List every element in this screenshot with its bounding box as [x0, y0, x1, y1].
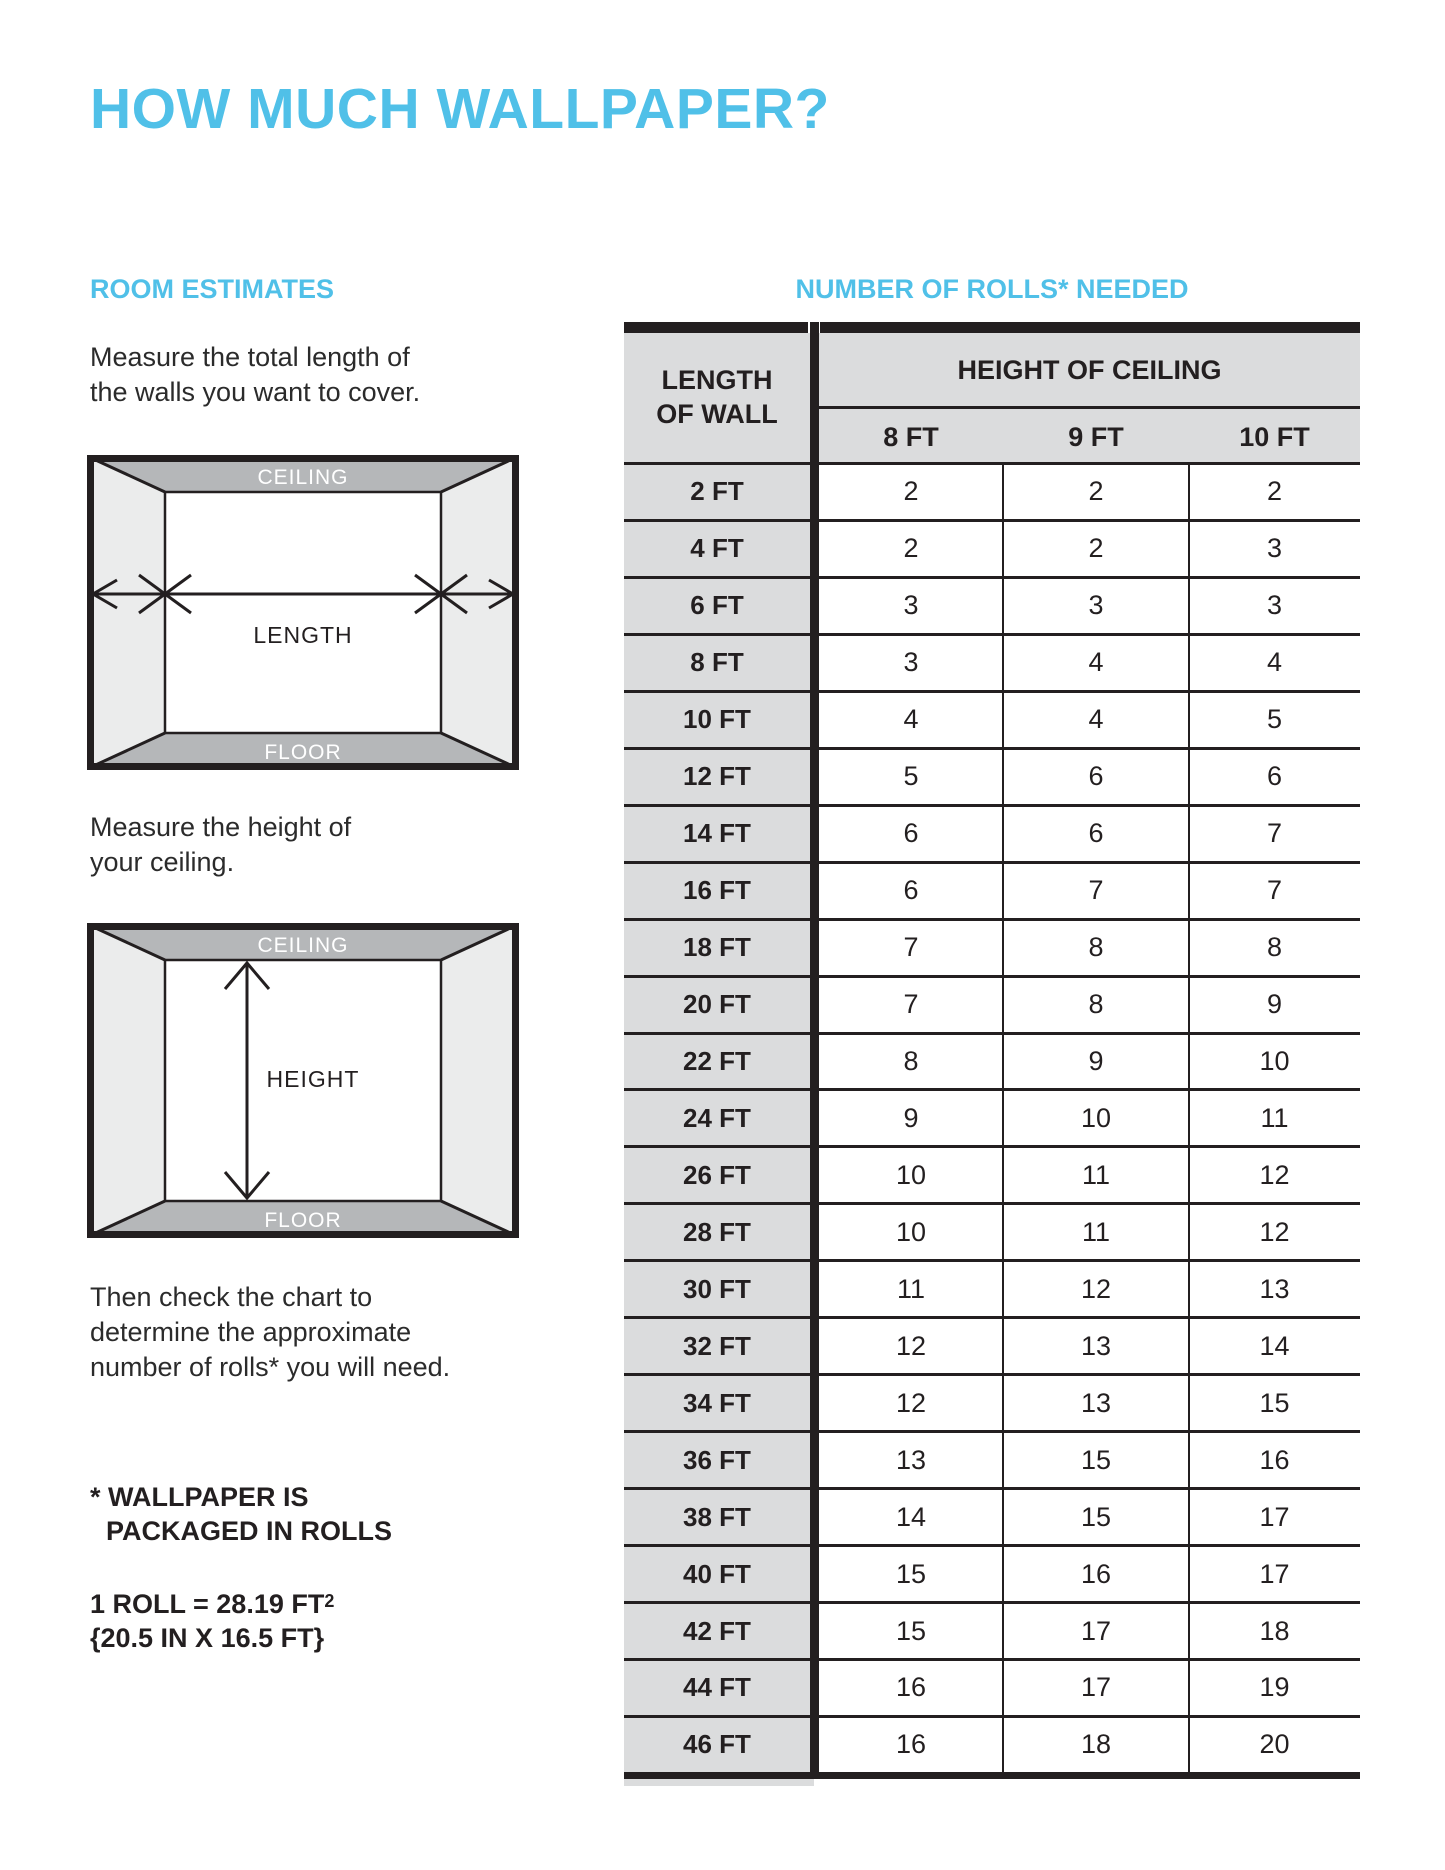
rolls-8ft-cell: 6: [903, 818, 919, 849]
rolls-9ft-cell: 6: [1088, 761, 1104, 792]
wall-length-cell: 34 FT: [683, 1387, 751, 1418]
instruction-height-line2: your ceiling.: [90, 847, 235, 877]
height-label: HEIGHT: [266, 1066, 360, 1092]
rolls-8ft-cell: 7: [903, 989, 919, 1020]
column-header-10ft: 10 FT: [1239, 422, 1310, 452]
wall-length-cell: 2 FT: [690, 476, 744, 507]
wall-length-cell: 38 FT: [683, 1501, 751, 1532]
instruction-height: [90, 810, 351, 880]
rolls-9ft-cell: 15: [1080, 1444, 1112, 1475]
rolls-9ft-cell: 16: [1080, 1558, 1112, 1589]
instruction-length-line1: Measure the total length of: [90, 342, 410, 372]
rolls-9ft-cell: 2: [1088, 476, 1104, 507]
rolls-8ft-cell: 4: [903, 704, 919, 735]
rolls-8ft-cell: 12: [895, 1387, 927, 1418]
height-room-diagram: [87, 923, 519, 1238]
wall-length-cell: 44 FT: [683, 1672, 751, 1703]
rolls-10ft-cell: 13: [1259, 1273, 1290, 1304]
rolls-8ft-cell: 9: [903, 1102, 919, 1133]
room2-right-wall-face: [441, 925, 517, 1236]
instruction-chart-line2: determine the approximate: [90, 1317, 412, 1347]
rolls-10ft-cell: 17: [1259, 1558, 1290, 1589]
instruction-chart-line1: Then check the chart to: [90, 1282, 373, 1312]
wall-length-cell: 22 FT: [683, 1046, 751, 1076]
rolls-8ft-cell: 6: [903, 875, 919, 906]
rolls-8ft-cell: 2: [903, 533, 919, 564]
rolls-10ft-cell: 11: [1260, 1102, 1289, 1133]
column-header-9ft: 9 FT: [1068, 422, 1124, 452]
table-row: [624, 1661, 1360, 1718]
rolls-10ft-cell: 4: [1266, 647, 1283, 678]
table-row: [624, 1376, 1360, 1433]
rolls-9ft-cell: 9: [1088, 1046, 1104, 1076]
rolls-9ft-cell: 2: [1088, 533, 1104, 564]
rolls-8ft-cell: 7: [903, 932, 919, 963]
room2-ceiling-label: CEILING: [257, 934, 349, 957]
table-row: [624, 807, 1360, 864]
table-row: [624, 1718, 1360, 1772]
rolls-10ft-cell: 17: [1259, 1501, 1290, 1532]
wall-length-cell: 24 FT: [683, 1102, 751, 1133]
group-header-underline: [819, 406, 1360, 409]
wall-length-cell: 28 FT: [683, 1216, 751, 1247]
wall-length-cell: 32 FT: [683, 1330, 751, 1361]
instruction-height-line1: Measure the height of: [90, 812, 352, 842]
table-row: [624, 1148, 1360, 1205]
rolls-9ft-cell: 17: [1080, 1672, 1112, 1703]
table-row: [624, 1035, 1360, 1092]
wall-length-cell: 30 FT: [683, 1273, 751, 1304]
instruction-chart: [90, 1280, 450, 1385]
rolls-10ft-cell: 6: [1266, 761, 1283, 792]
rolls-10ft-cell: 18: [1259, 1615, 1290, 1646]
wall-length-cell: 20 FT: [683, 989, 751, 1020]
table-row: [624, 750, 1360, 807]
table-row: [624, 1547, 1360, 1604]
wall-length-cell: 12 FT: [683, 761, 751, 792]
column-header-8ft: 8 FT: [883, 422, 939, 452]
rolls-9ft-cell: 8: [1088, 932, 1104, 963]
table-row: [624, 522, 1360, 579]
rolls-9ft-cell: 6: [1088, 818, 1104, 849]
table-row: [624, 1205, 1360, 1262]
table-rows: [624, 465, 1360, 1772]
wall-length-cell: 4 FT: [690, 533, 744, 564]
rolls-10ft-cell: 7: [1266, 818, 1283, 849]
rolls-10ft-cell: 9: [1266, 989, 1283, 1020]
rolls-8ft-cell: 16: [895, 1672, 927, 1703]
wall-length-cell: 16 FT: [683, 875, 751, 906]
table-top-border-right: [820, 322, 1360, 333]
roll-size-equation: 1 ROLL = 28.19 $FT^2$: [90, 1589, 335, 1619]
table-row: [624, 1262, 1360, 1319]
rolls-10ft-cell: 14: [1259, 1330, 1290, 1361]
length-label: LENGTH: [253, 622, 353, 648]
rolls-9ft-cell: 17: [1080, 1615, 1112, 1646]
rolls-8ft-cell: 15: [895, 1558, 927, 1589]
rolls-10ft-cell: 19: [1259, 1672, 1290, 1703]
rolls-9ft-cell: 13: [1080, 1330, 1112, 1361]
instruction-length: [90, 340, 420, 410]
rolls-9ft-cell: 10: [1080, 1102, 1112, 1133]
rolls-9ft-cell: 4: [1088, 647, 1104, 678]
table-row: [624, 1604, 1360, 1661]
length-room-diagram: [87, 455, 519, 770]
rolls-footnote-line1: * WALLPAPER IS: [90, 1482, 309, 1512]
page-title: HOW MUCH WALLPAPER?: [90, 77, 830, 141]
rolls-10ft-cell: 20: [1259, 1729, 1290, 1760]
rolls-9ft-cell: 11: [1081, 1216, 1111, 1247]
rolls-10ft-cell: 3: [1266, 533, 1283, 564]
rolls-9ft-cell: 18: [1080, 1729, 1112, 1760]
table-row: [624, 636, 1360, 693]
rolls-10ft-cell: 16: [1259, 1444, 1290, 1475]
rolls-footnote: [90, 1480, 392, 1548]
wall-length-cell: 26 FT: [683, 1159, 751, 1190]
room1-back-wall: [165, 492, 441, 733]
wall-length-cell: 6 FT: [690, 590, 744, 621]
rolls-10ft-cell: 12: [1259, 1159, 1290, 1190]
rolls-9ft-cell: 4: [1088, 704, 1104, 735]
rolls-9ft-cell: 13: [1080, 1387, 1112, 1418]
rolls-8ft-cell: 3: [903, 647, 919, 678]
column-divider-8-9: [1002, 465, 1004, 1772]
rolls-10ft-cell: 5: [1266, 704, 1283, 735]
height-of-ceiling-header: HEIGHT OF CEILING: [957, 355, 1222, 385]
rolls-8ft-cell: 10: [895, 1216, 927, 1247]
rolls-8ft-cell: 13: [895, 1444, 927, 1475]
rolls-9ft-cell: 15: [1080, 1501, 1112, 1532]
rolls-9ft-cell: 11: [1081, 1159, 1111, 1190]
wall-length-cell: 46 FT: [683, 1729, 751, 1760]
roll-size-dimensions: {20.5 IN X 16.5 FT}: [90, 1623, 325, 1653]
rolls-8ft-cell: 5: [903, 761, 919, 792]
rolls-8ft-cell: 10: [895, 1159, 927, 1190]
table-row: [624, 921, 1360, 978]
room1-right-wall-face: [441, 457, 517, 768]
room2-floor-label: FLOOR: [264, 1209, 342, 1232]
length-of-wall-header-line2: OF WALL: [656, 399, 778, 429]
rolls-10ft-cell: 2: [1266, 476, 1283, 507]
rolls-footnote-line2: PACKAGED IN ROLLS: [106, 1516, 393, 1546]
ceiling-height-subheader-row: [819, 420, 1360, 454]
rolls-10ft-cell: 3: [1266, 590, 1283, 621]
wall-length-cell: 36 FT: [683, 1444, 751, 1475]
instruction-length-line2: the walls you want to cover.: [90, 377, 421, 407]
rolls-8ft-cell: 11: [896, 1273, 926, 1304]
wall-length-cell: 18 FT: [683, 932, 751, 963]
room1-left-wall-face: [89, 457, 165, 768]
table-top-border-left: [624, 322, 808, 333]
roll-size-info: [90, 1584, 334, 1655]
rolls-9ft-cell: 3: [1088, 590, 1104, 621]
rolls-8ft-cell: 3: [903, 590, 919, 621]
roll-size-superscript: 2: [324, 1591, 335, 1611]
table-row: [624, 693, 1360, 750]
rolls-8ft-cell: 14: [895, 1501, 927, 1532]
wall-length-cell: 14 FT: [683, 818, 751, 849]
rolls-8ft-cell: 12: [895, 1330, 927, 1361]
table-bottom-border: [624, 1772, 1360, 1779]
length-of-wall-header-line1: LENGTH: [661, 365, 773, 395]
room1-ceiling-label: CEILING: [257, 466, 349, 489]
table-row: [624, 864, 1360, 921]
length-of-wall-header: [624, 363, 810, 431]
room1-floor-label: FLOOR: [264, 741, 342, 764]
wall-length-cell: 42 FT: [683, 1615, 751, 1646]
table-row: [624, 1319, 1360, 1376]
rolls-10ft-cell: 7: [1266, 875, 1283, 906]
rolls-needed-heading: NUMBER OF ROLLS* NEEDED: [795, 274, 1189, 304]
rolls-8ft-cell: 15: [895, 1615, 927, 1646]
table-row: [624, 1490, 1360, 1547]
instruction-chart-line3: number of rolls* you will need.: [90, 1352, 451, 1382]
rolls-8ft-cell: 2: [903, 476, 919, 507]
table-row: [624, 978, 1360, 1035]
wall-length-cell: 8 FT: [690, 647, 744, 678]
column-divider-9-10: [1188, 465, 1190, 1772]
rolls-10ft-cell: 10: [1259, 1046, 1290, 1076]
rolls-8ft-cell: 8: [903, 1046, 919, 1076]
room-estimates-heading: ROOM ESTIMATES: [90, 274, 335, 304]
table-main-divider: [810, 322, 819, 1779]
rolls-9ft-cell: 8: [1088, 989, 1104, 1020]
table-row: [624, 1433, 1360, 1490]
rolls-9ft-cell: 7: [1088, 875, 1104, 906]
wall-length-cell: 40 FT: [683, 1558, 751, 1589]
table-row: [624, 1091, 1360, 1148]
rolls-8ft-cell: 16: [895, 1729, 927, 1760]
rolls-10ft-cell: 12: [1259, 1216, 1290, 1247]
table-row: [624, 465, 1360, 522]
rolls-9ft-cell: 12: [1080, 1273, 1112, 1304]
rolls-10ft-cell: 15: [1259, 1387, 1290, 1418]
table-row: [624, 579, 1360, 636]
room2-left-wall-face: [89, 925, 165, 1236]
rolls-10ft-cell: 8: [1266, 932, 1283, 963]
wall-length-cell: 10 FT: [683, 704, 751, 735]
